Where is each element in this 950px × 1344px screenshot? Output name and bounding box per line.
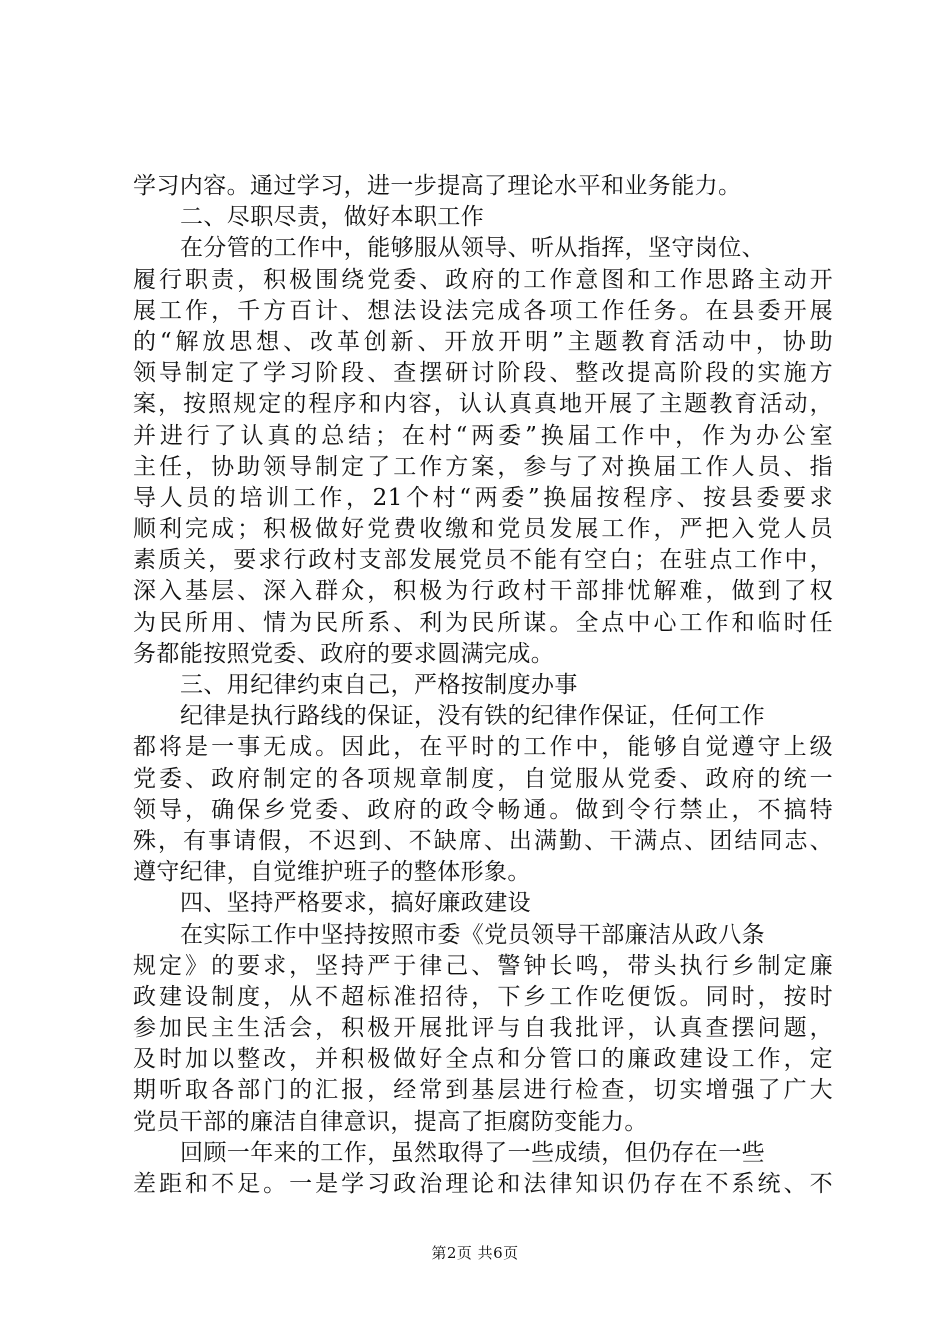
text-line: 深入基层、深入群众，积极为行政村干部排忧解难，做到了权: [133, 578, 833, 605]
text-line: 并进行了认真的总结；在村“两委”换届工作中，作为办公室: [133, 422, 833, 449]
text-line: 殊，有事请假，不迟到、不缺席、出满勤、干满点、团结同志、: [133, 827, 833, 854]
text-line: 在实际工作中坚持按照市委《党员领导干部廉洁从政八条: [180, 921, 765, 948]
text-line: 履行职责，积极围绕党委、政府的工作意图和工作思路主动开: [133, 266, 833, 293]
section-heading: 二、尽职尽责，做好本职工作: [180, 204, 485, 231]
text-line: 务都能按照党委、政府的要求圆满完成。: [133, 640, 555, 667]
text-line: 学习内容。通过学习，进一步提高了理论水平和业务能力。: [133, 173, 742, 199]
text-line: 党员干部的廉洁自律意识，提高了拒腐防变能力。: [133, 1108, 648, 1135]
text-line: 素质关，要求行政村支部发展党员不能有空白；在驻点工作中，: [133, 547, 833, 574]
text-line: 规定》的要求，坚持严于律己、警钟长鸣，带头执行乡制定廉: [133, 952, 833, 979]
text-line: 顺利完成；积极做好党费收缴和党员发展工作，严把入党人员: [133, 516, 833, 543]
text-line: 为民所用、情为民所系、利为民所谋。全点中心工作和临时任: [133, 609, 833, 636]
text-line: 差距和不足。一是学习政治理论和法律知识仍存在不系统、不: [133, 1171, 833, 1197]
text-line: 主任，协助领导制定了工作方案，参与了对换届工作人员、指: [133, 453, 833, 480]
text-line: 政建设制度，从不超标准招待，下乡工作吃便饭。同时，按时: [133, 983, 833, 1010]
text-line: 纪律是执行路线的保证，没有铁的纪律作保证，任何工作: [180, 703, 765, 730]
text-line: 展工作，千方百计、想法设法完成各项工作任务。在县委开展: [133, 297, 833, 324]
text-line: 遵守纪律，自觉维护班子的整体形象。: [133, 859, 531, 886]
text-line: 都将是一事无成。因此，在平时的工作中，能够自觉遵守上级: [133, 734, 833, 761]
section-heading: 四、坚持严格要求，搞好廉政建设: [180, 890, 531, 917]
text-line: 回顾一年来的工作，虽然取得了一些成绩，但仍存在一些: [180, 1139, 765, 1166]
document-body: [133, 171, 833, 1200]
text-line: 导人员的培训工作，21个村“两委”换届按程序、按县委要求: [133, 484, 833, 511]
section-heading: 三、用纪律约束自己，严格按制度办事: [180, 672, 578, 698]
page-indicator: 第2页 共6页: [431, 1244, 519, 1262]
text-line: 案，按照规定的程序和内容，认认真真地开展了主题教育活动，: [133, 391, 833, 418]
text-line: 领导，确保乡党委、政府的政令畅通。做到令行禁止，不搞特: [133, 796, 833, 823]
text-line: 期听取各部门的汇报，经常到基层进行检查，切实增强了广大: [133, 1077, 833, 1104]
text-line: 党委、政府制定的各项规章制度，自觉服从党委、政府的统一: [133, 765, 833, 792]
text-line: 参加民主生活会，积极开展批评与自我批评，认真查摆问题，: [133, 1015, 833, 1042]
text-line: 在分管的工作中，能够服从领导、听从指挥，坚守岗位、: [180, 235, 765, 262]
text-line: 及时加以整改，并积极做好全点和分管口的廉政建设工作，定: [133, 1046, 833, 1073]
text-line: 领导制定了学习阶段、查摆研讨阶段、整改提高阶段的实施方: [133, 360, 833, 387]
text-line: 的“解放思想、改革创新、开放开明”主题教育活动中，协助: [133, 328, 833, 355]
